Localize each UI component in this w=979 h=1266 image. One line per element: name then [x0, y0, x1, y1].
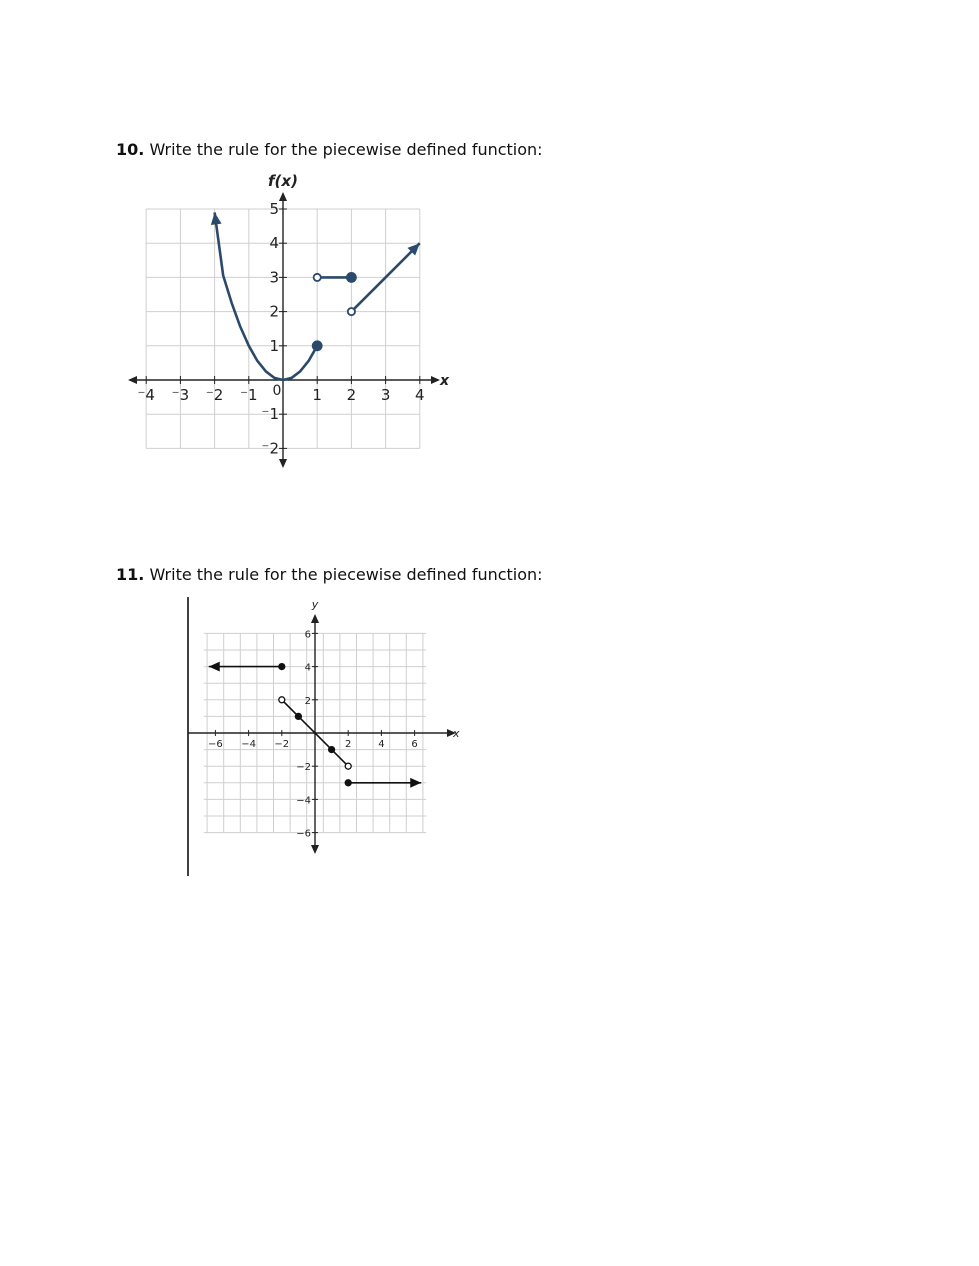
origin-label: 0	[272, 383, 282, 399]
y-tick-label: 4	[269, 234, 279, 253]
problem-10-text: Write the rule for the piecewise defined function:	[149, 140, 543, 159]
open-point	[279, 697, 285, 703]
y-axis-label: f(x)	[268, 172, 298, 190]
y-tick-label: ⁻1	[261, 405, 279, 424]
x-tick-label: 4	[378, 739, 385, 750]
x-tick-label: 6	[411, 739, 418, 750]
x-tick-label: 2	[346, 386, 357, 404]
open-point	[314, 274, 321, 281]
y-axis-arrow-up	[311, 614, 319, 623]
closed-point	[329, 747, 335, 753]
closed-point	[313, 341, 322, 350]
x-axis-label: x	[440, 373, 450, 389]
y-tick-label: 2	[304, 695, 311, 707]
y-axis-arrow-down	[279, 459, 287, 468]
y-tick-label: 3	[269, 268, 279, 287]
problem-11-number: 11.	[116, 565, 145, 584]
x-axis-arrow-left	[128, 376, 137, 384]
problem-10-graph	[110, 165, 450, 475]
x-tick-label: ⁻1	[240, 386, 258, 404]
x-tick-label: −6	[208, 739, 223, 750]
series-curve-0	[215, 212, 318, 380]
open-point	[348, 308, 355, 315]
problem-11-prompt	[116, 565, 543, 585]
y-tick-label: ⁻2	[261, 439, 279, 458]
x-tick-label: ⁻3	[171, 386, 190, 404]
y-tick-label: 6	[304, 629, 311, 641]
series-arrow	[209, 662, 220, 672]
y-tick-label: −2	[296, 762, 311, 774]
x-axis-label: x	[453, 727, 460, 740]
closed-point	[279, 664, 285, 670]
y-axis-arrow-up	[279, 192, 287, 201]
y-tick-label: 1	[269, 336, 279, 355]
closed-point	[347, 273, 356, 282]
series-arrow	[410, 778, 421, 788]
problem-10-number: 10.	[116, 140, 145, 159]
x-axis-arrow-right	[431, 376, 440, 384]
problem-10-prompt	[116, 140, 543, 160]
x-tick-label: 2	[345, 739, 352, 750]
y-axis-arrow-down	[311, 845, 319, 854]
y-tick-label: −6	[296, 828, 311, 840]
y-tick-label: −4	[296, 795, 311, 807]
problem-11-text: Write the rule for the piecewise defined function:	[149, 565, 543, 584]
problem-11-graph	[180, 592, 480, 882]
x-tick-label: ⁻2	[205, 386, 224, 404]
x-tick-label: −2	[274, 739, 290, 750]
y-axis-label: y	[311, 598, 319, 611]
y-tick-label: 5	[269, 200, 279, 218]
closed-point	[345, 780, 351, 786]
y-tick-label: 2	[269, 302, 279, 321]
closed-point	[295, 713, 301, 719]
x-tick-label: 1	[312, 386, 322, 404]
x-tick-label: −4	[241, 739, 256, 750]
series-arrow	[211, 212, 222, 225]
x-tick-label: 3	[380, 386, 391, 404]
x-tick-label: ⁻4	[137, 386, 155, 404]
x-tick-label: 4	[415, 386, 425, 404]
y-tick-label: 4	[304, 662, 311, 674]
open-point	[345, 763, 351, 769]
